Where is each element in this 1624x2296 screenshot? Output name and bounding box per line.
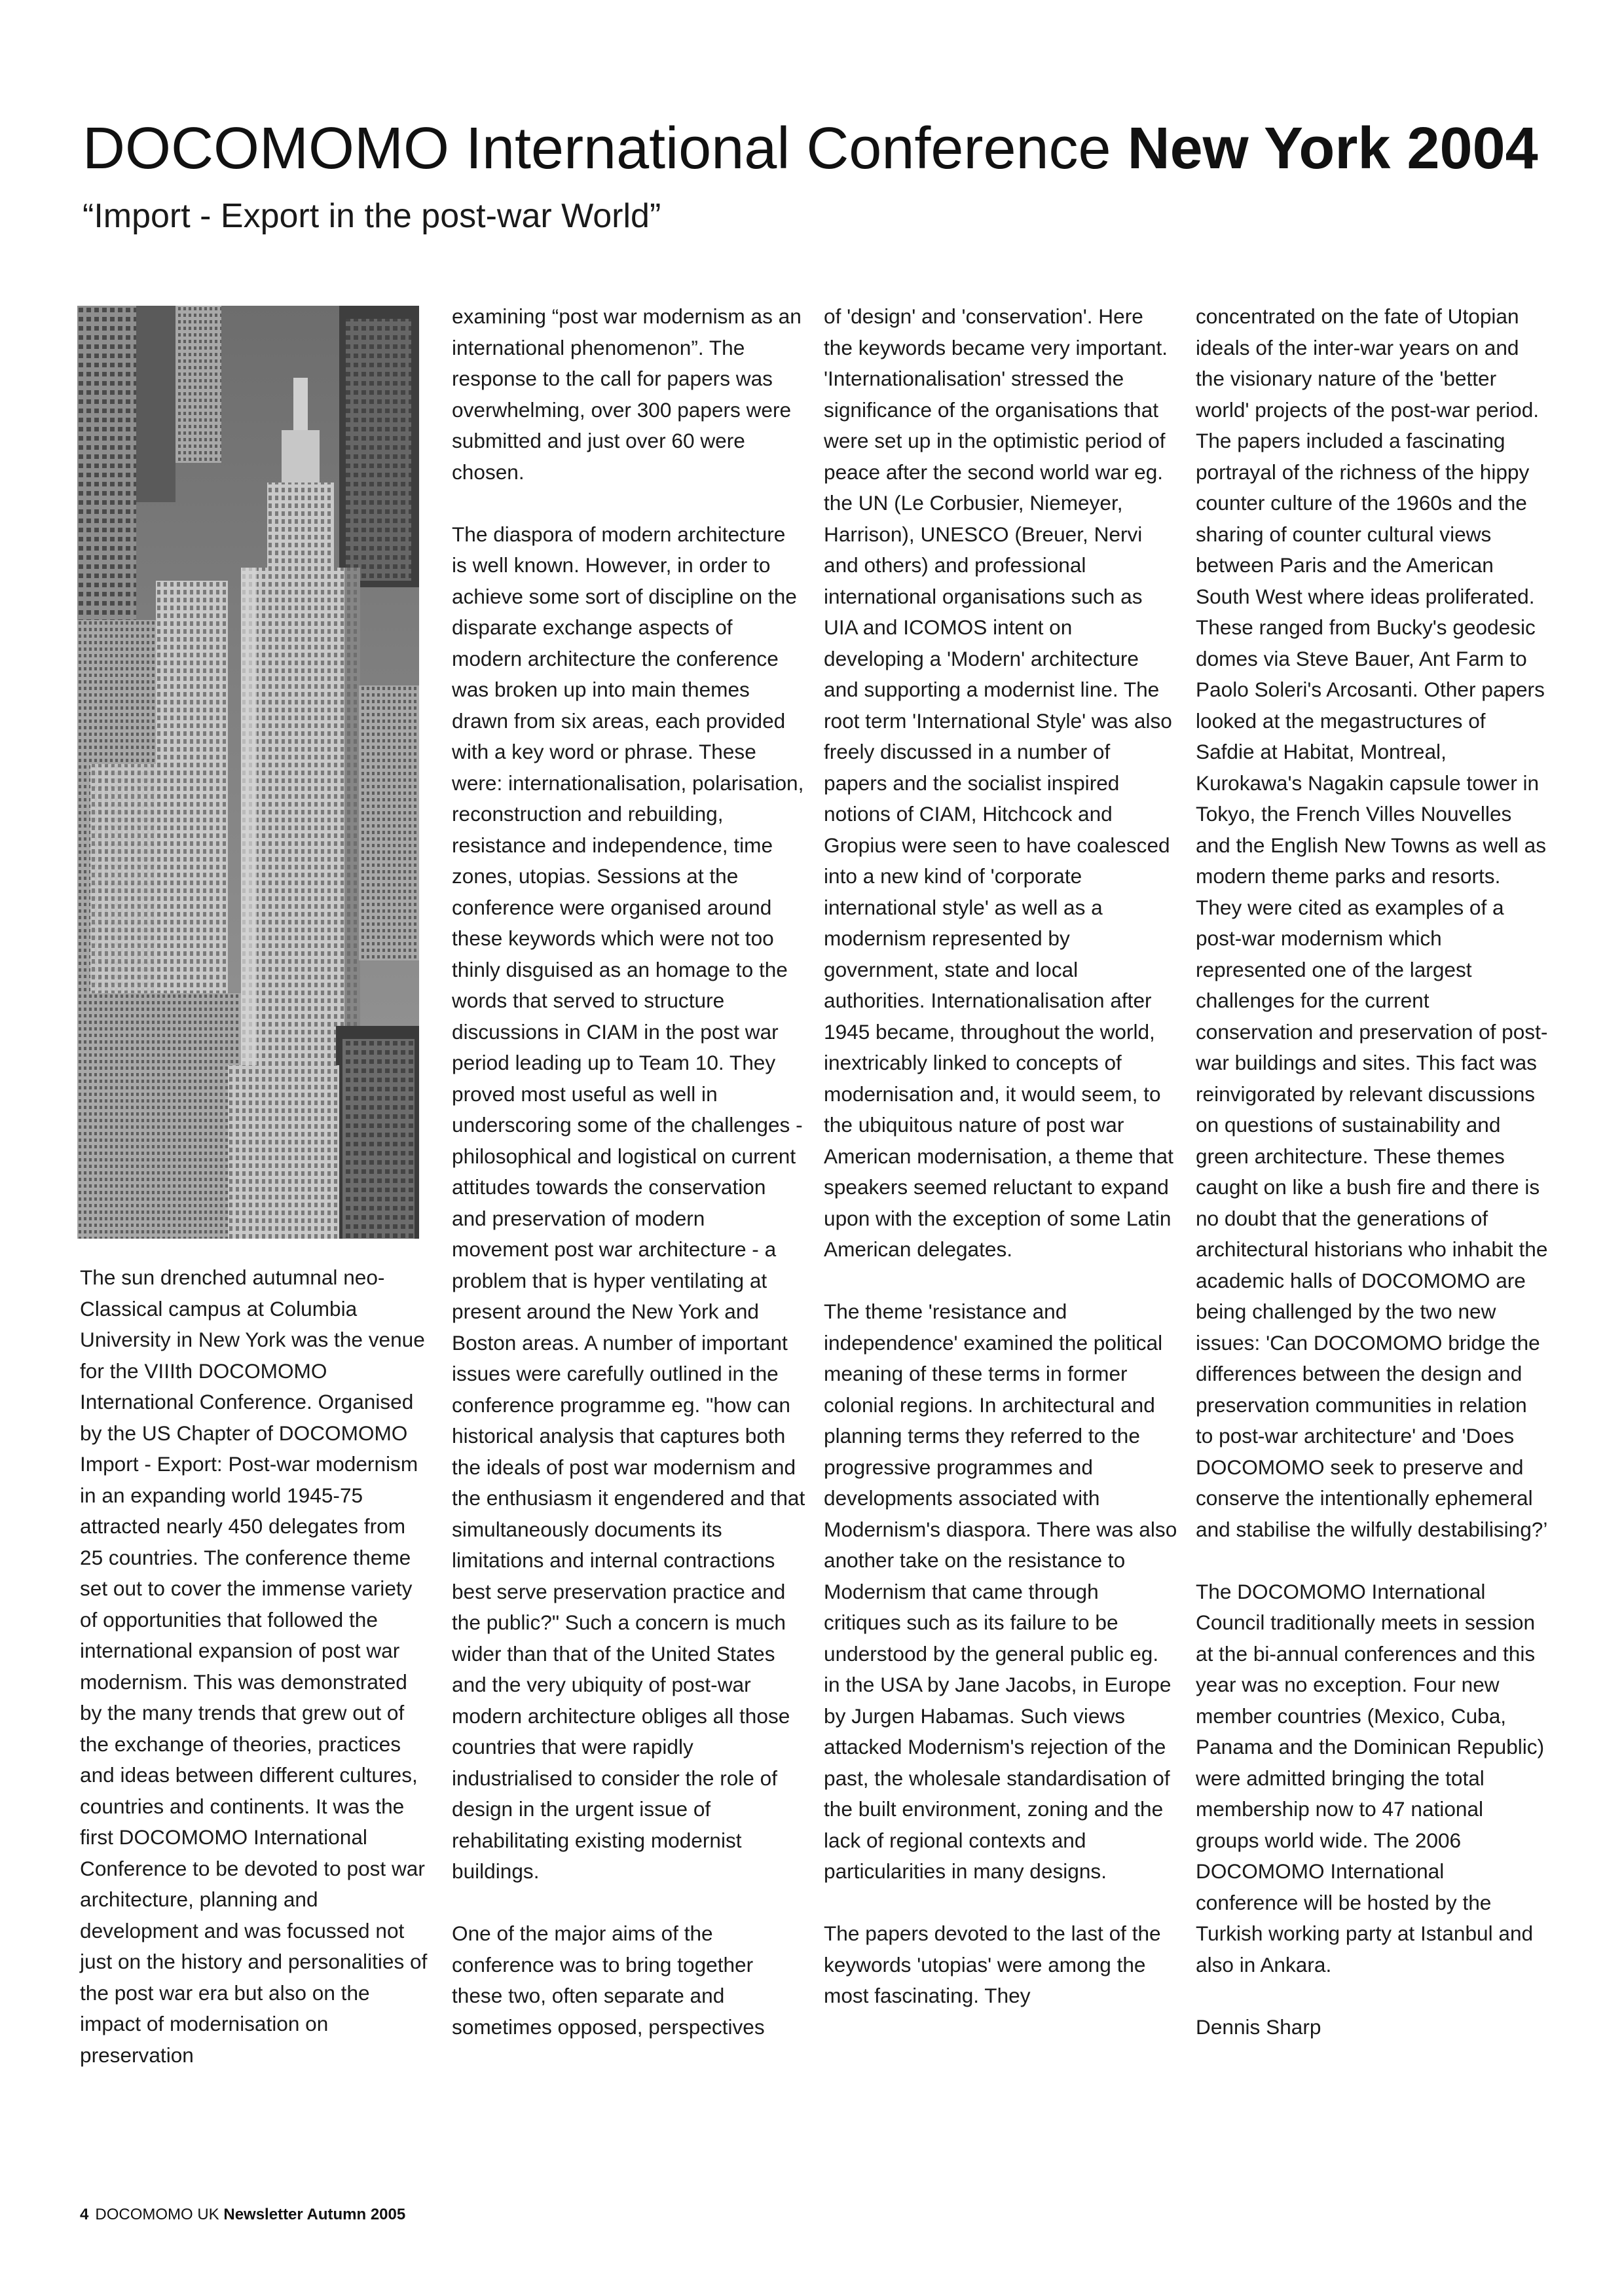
- paragraph: The sun drenched autumnal neo-Classical campus at Columbia University in New York was the venue for the VIIIth DOCOMOMO International Conference. Organised by the US Chapter of DOCOMOMO Import - Export: Post-war modernism in an expanding world 1945-75 attracted nearly 450 delegates from 25 countries. The conference theme set out to cover the immense variety of opportunities that followed the international expansion of post war modernism. This was demonstrated by the many trends that grew out of the exchange of theories, practices and ideas between different cultures, countries and continents. It was the first DOCOMOMO International Conference to be devoted to post war architecture, planning and development and was focussed not just on the history and personalities of the post war era but also on the impact of modernisation on preservation: [80, 1266, 428, 2067]
- paragraph: The papers devoted to the last of the keywords 'utopias' were among the most fascinating. They: [824, 1922, 1161, 2007]
- column-2: [452, 301, 805, 2043]
- subtitle: “Import - Export in the post-war World”: [83, 197, 661, 235]
- paragraph: of 'design' and 'conservation'. Here the keywords became very important. 'Internationalisation' stressed the significance of the organisations that were set up in the optimistic period of peace after the second world war eg. the UN (Le Corbusier, Niemeyer, Harrison), UNESCO (Breuer, Nervi and others) and professional international organisations such as UIA and ICOMOS intent on developing a 'Modern' architecture and supporting a modernist line. The root term 'International Style' was also freely discussed in a number of papers and the socialist inspired notions of CIAM, Hitchcock and Gropius were seen to have coalesced into a new kind of 'corporate international style' as well as a modernism represented by government, state and local authorities. Internationalisation after 1945 became, throughout the world, inextricably linked to concepts of modernisation and, it would seem, to the ubiquitous nature of post war American modernisation, a theme that speakers seemed reluctant to expand upon with the exception of some Latin American delegates.: [824, 304, 1173, 1261]
- title-regular: DOCOMOMO International Conference: [83, 116, 1111, 181]
- author-signature: Dennis Sharp: [1196, 2014, 1321, 2039]
- paragraph: The diaspora of modern architecture is well known. However, in order to achieve some sort of discipline on the disparate exchange aspects of modern architecture the conference was broken up into main themes drawn from six areas, each provided with a key word or phrase. These were: internationalisation, polarisation, reconstruction and rebuilding, resistance and independence, time zones, utopias. Sessions at the conference were organised around these keywords which were not too thinly disguised as an homage to the words that served to structure discussions in CIAM in the post war period leading up to Team 10. They proved most useful as well in underscoring some of the challenges - philosophical and logistical on current attitudes towards the conservation and preservation of modern movement post war architecture - a problem that is hyper ventilating at present around the New York and Boston areas. A number of important issues were carefully outlined in the conference programme eg. "how can historical analysis that captures both the ideals of post war modernism and the enthusiasm it engendered and that simultaneously documents its limitations and internal contractions best serve preservation practice and the public?" Such a concern is much wider than that of the United States and the very ubiquity of post-war modern architecture obliges all those countries that were rapidly industrialised to consider the role of design in the urgent issue of rehabilitating existing modernist buildings.: [452, 522, 805, 1883]
- page-number: 4: [80, 2206, 89, 2223]
- footer-issue: Newsletter Autumn 2005: [223, 2206, 406, 2223]
- paragraph: The DOCOMOMO International Council traditionally meets in session at the bi-annual conferences and this year was no exception. Four new member countries (Mexico, Cuba, Panama and the Dominican Republic) were admitted bringing the total membership now to 47 national groups world wide. The 2006 DOCOMOMO International conference will be hosted by the Turkish working party at Istanbul and also in Ankara.: [1196, 1579, 1545, 1977]
- column-1: [80, 1262, 434, 2071]
- title-bold: New York 2004: [1127, 116, 1538, 181]
- page-footer: [80, 2205, 405, 2225]
- column-3: [824, 301, 1177, 2012]
- paragraph: concentrated on the fate of Utopian ideals of the inter-war years on and the visionary nature of the 'better world' projects of the post-war period. The papers included a fascinating portrayal of the richness of the hippy counter culture of the 1960s and the sharing of counter cultural views between Paris and the American South West where ideas proliferated. These ranged from Bucky's geodesic domes via Steve Bauer, Ant Farm to Paolo Soleri's Arcosanti. Other papers looked at the megastructures of Safdie at Habitat, Montreal, Kurokawa's Nagakin capsule tower in Tokyo, the French Villes Nouvelles and the English New Towns as well as modern theme parks and resorts. They were cited as examples of a post-war modernism which represented one of the largest challenges for the current conservation and preservation of post-war buildings and sites. This fact was reinvigorated by relevant discussions on questions of sustainability and green architecture. These themes caught on like a bush fire and there is no doubt that the generations of architectural historians who inhabit the academic halls of DOCOMOMO are being challenged by the two new issues: 'Can DOCOMOMO bridge the differences between the design and preservation communities in relation to post-war architecture' and 'Does DOCOMOMO seek to preserve and conserve the intentionally ephemeral and stabilise the wilfully destabilising?’: [1196, 304, 1548, 1541]
- footer-publication: DOCOMOMO UK: [95, 2206, 219, 2223]
- paragraph: examining “post war modernism as an international phenomenon”. The response to the call for papers was overwhelming, over 300 papers were submitted and just over 60 were chosen.: [452, 304, 802, 484]
- column-4: [1196, 301, 1549, 2043]
- skyscraper-icon: [77, 306, 419, 1239]
- page-title: [83, 113, 1562, 185]
- paragraph: One of the major aims of the conference was to bring together these two, often separate and sometimes opposed, perspectives: [452, 1922, 765, 2039]
- paragraph: The theme 'resistance and independence' examined the political meaning of these terms in former colonial regions. In architectural and planning terms they referred to the progressive programmes and developments associated with Modernism's diaspora. There was also another take on the resistance to Modernism that came through critiques such as its failure to be understood by the general public eg. in the USA by Jane Jacobs, in Europe by Jurgen Habamas. Such views attacked Modernism's rejection of the past, the wholesale standardisation of the built environment, zoning and the lack of regional contexts and particularities in many designs.: [824, 1300, 1177, 1883]
- skyscraper-photo: [77, 306, 419, 1239]
